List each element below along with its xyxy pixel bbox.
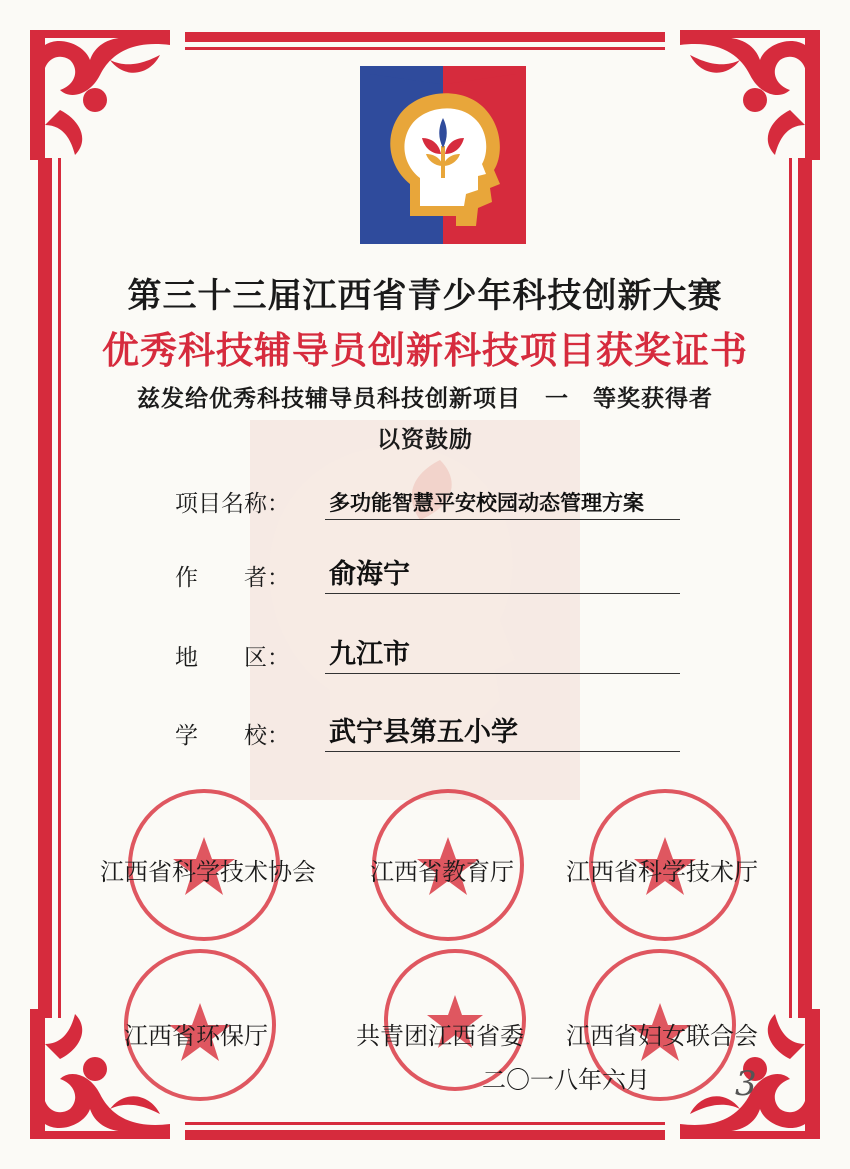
issuer-label: 共青团江西省委 <box>356 1024 524 1050</box>
field-value: 俞海宁 <box>329 559 410 590</box>
issuer-label: 江西省妇女联合会 <box>566 1024 758 1050</box>
issuer-label: 江西省环保厅 <box>124 1024 268 1050</box>
field-underline <box>325 519 680 520</box>
field-region <box>175 636 680 676</box>
encouragement-text: 以资鼓励 <box>377 427 473 453</box>
field-value: 武宁县第五小学 <box>329 717 518 748</box>
issuer-label: 江西省科学技术协会 <box>100 860 316 886</box>
field-value: 多功能智慧平安校园动态管理方案 <box>329 490 644 515</box>
award-statement: 兹发给优秀科技辅导员科技创新项目 一 等奖获得者 <box>137 386 713 412</box>
handwritten-note: 3 <box>735 1064 757 1104</box>
issuer-label: 江西省教育厅 <box>370 860 514 886</box>
corner-ornament-top-left <box>30 30 170 160</box>
field-label: 地 区： <box>175 645 290 671</box>
field-author <box>175 556 680 596</box>
field-project-name <box>175 482 680 522</box>
field-label: 作 者： <box>175 565 290 591</box>
field-underline <box>325 751 680 752</box>
corner-ornament-top-right <box>680 30 820 160</box>
field-school <box>175 714 680 754</box>
field-label: 学 校： <box>175 723 290 749</box>
issue-date: 二〇一八年六月 <box>482 1068 650 1094</box>
field-label: 项目名称： <box>175 491 290 517</box>
issuer-label: 江西省科学技术厅 <box>566 860 758 886</box>
field-underline <box>325 593 680 594</box>
competition-logo <box>360 66 526 244</box>
field-underline <box>325 673 680 674</box>
certificate-title-line2: 优秀科技辅导员创新科技项目获奖证书 <box>102 329 748 372</box>
certificate-title-line1: 第三十三届江西省青少年科技创新大赛 <box>127 276 723 316</box>
field-value: 九江市 <box>329 639 410 670</box>
